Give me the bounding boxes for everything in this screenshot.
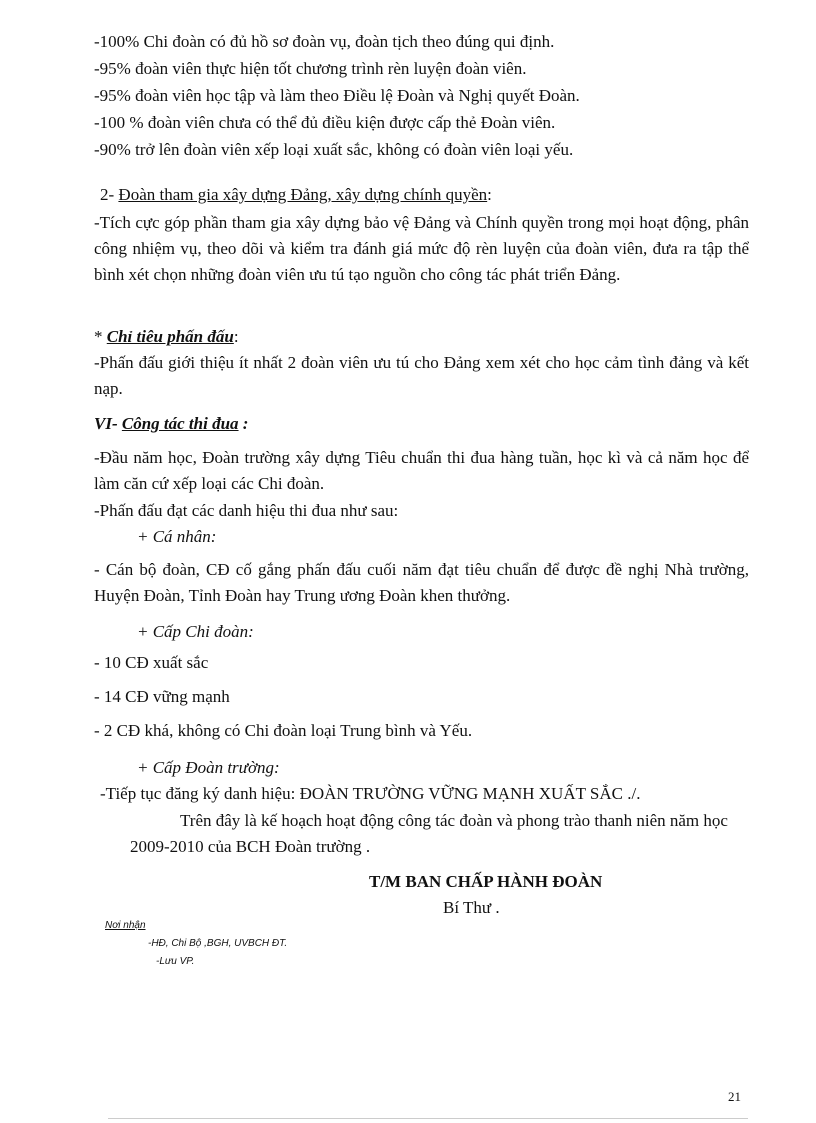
section-2-number: 2- <box>100 185 115 204</box>
intro-bullet-2: -95% đoàn viên thực hiện tốt chương trình rèn luyện đoàn viên. <box>94 59 527 78</box>
section-2-heading <box>100 184 492 206</box>
target-star: * <box>94 327 107 346</box>
target-label: Chỉ tiêu phấn đấu <box>106 327 234 346</box>
section-6-title: Công tác thi đua <box>121 414 239 433</box>
section-6-para-2: -Phấn đấu đạt các danh hiệu thi đua như sau: <box>94 501 399 520</box>
intro-bullet-4: -100 % đoàn viên chưa có thể đủ điều kiện được cấp thẻ Đoàn viên. <box>94 113 556 132</box>
branch-item-2: - 14 CĐ vững mạnh <box>94 687 230 706</box>
section-6-number: VI- <box>94 414 118 433</box>
branch-item-3: - 2 CĐ khá, không có Chi đoàn loại Trung bình và Yếu. <box>94 721 473 740</box>
recipient-item-2: -Lưu VP. <box>156 956 195 967</box>
intro-bullet-5: -90% trở lên đoàn viên xếp loại xuất sắc, không có đoàn viên loại yếu. <box>94 140 574 159</box>
individual-body: - Cán bộ đoàn, CĐ cố gắng phấn đấu cuối năm đạt tiêu chuẩn để được đề nghị Nhà trường, Huyện Đoàn, Tỉnh Đoàn hay Trung ương Đoàn khen thưởng. <box>94 560 749 605</box>
school-label: + Cấp Đoàn trường: <box>137 758 280 777</box>
closing-paragraph: Trên đây là kế hoạch hoạt động công tác đoàn và phong trào thanh niên năm học 2009-2010 của BCH Đoàn trường . <box>130 811 728 856</box>
branch-item-1: - 10 CĐ xuất sắc <box>94 653 209 672</box>
signature-org: T/M BAN CHẤP HÀNH ĐOÀN <box>369 872 603 891</box>
section-6-para-1: -Đầu năm học, Đoàn trường xây dựng Tiêu chuẩn thi đua hàng tuần, học kì và cả năm học để làm căn cứ xếp loại các Chi đoàn. <box>94 448 749 493</box>
footer-rule <box>108 1118 748 1119</box>
recipient-item-1: -HĐ, Chi Bộ ,BGH, UVBCH ĐT. <box>148 938 288 949</box>
school-body: -Tiếp tục đăng ký danh hiệu: ĐOÀN TRƯỜNG VỮNG MẠNH XUẤT SẮC ./. <box>100 784 641 803</box>
recipients-label: Nơi nhận <box>105 920 146 931</box>
target-body: -Phấn đấu giới thiệu ít nhất 2 đoàn viên ưu tú cho Đảng xem xét cho học cảm tình đảng và kết nạp. <box>94 353 749 398</box>
section-2-title: Đoàn tham gia xây dựng Đảng, xây dựng chính quyền <box>118 185 488 204</box>
section-6-heading <box>94 413 248 435</box>
signature-role: Bí Thư . <box>443 898 500 917</box>
intro-bullet-3: -95% đoàn viên học tập và làm theo Điều lệ Đoàn và Nghị quyết Đoàn. <box>94 86 580 105</box>
section-6-colon: : <box>238 414 249 433</box>
target-heading <box>94 326 239 348</box>
target-colon: : <box>233 327 239 346</box>
section-2-colon: : <box>487 185 492 204</box>
section-2-body: -Tích cực góp phần tham gia xây dựng bảo vệ Đảng và Chính quyền trong mọi hoạt động, phân công nhiệm vụ, theo dõi và kiểm tra đánh giá mức độ rèn luyện của đoàn viên, đưa ra tập thể bình xét chọn những đoàn viên ưu tú tạo nguồn cho công tác phát triển Đảng. <box>94 213 749 284</box>
individual-label: + Cá nhân: <box>137 527 217 546</box>
intro-bullet-1: -100% Chi đoàn có đủ hồ sơ đoàn vụ, đoàn tịch theo đúng qui định. <box>94 32 555 51</box>
branch-label: + Cấp Chi đoàn: <box>137 622 254 641</box>
page-number: 21 <box>728 1089 741 1104</box>
